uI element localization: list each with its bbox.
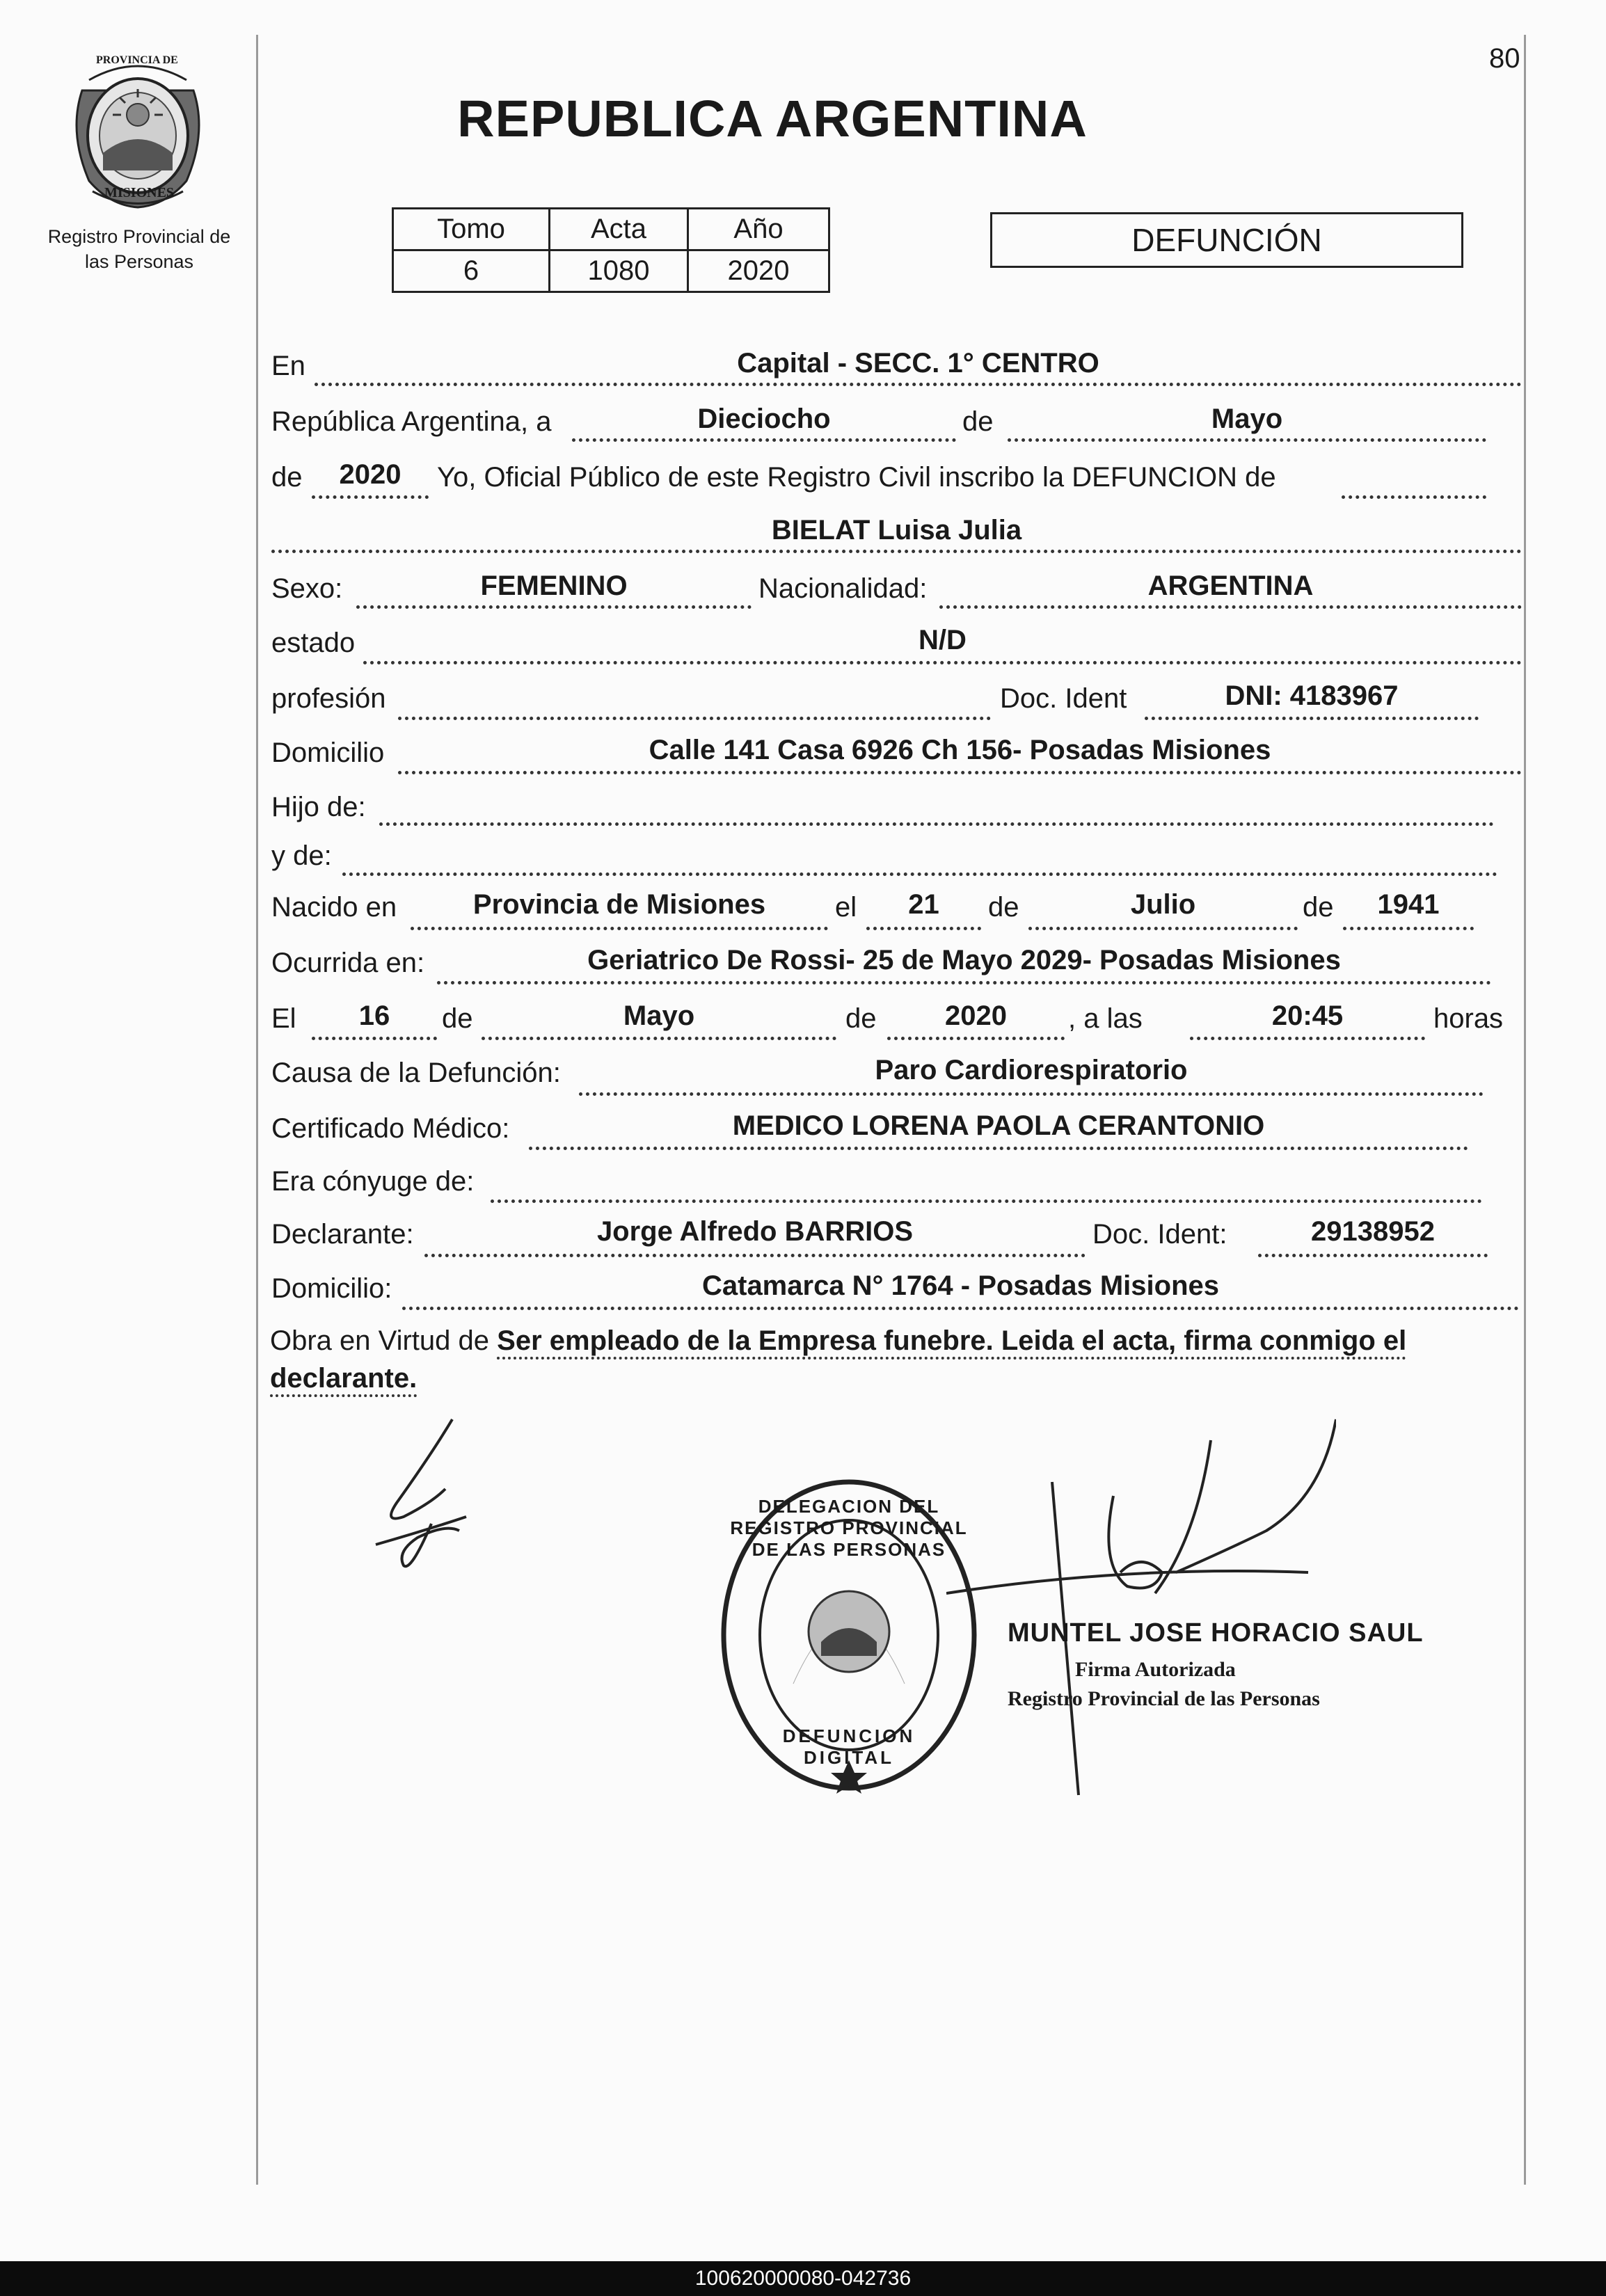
label-hijo-de: Hijo de: bbox=[271, 792, 366, 822]
obra-paragraph bbox=[270, 1322, 1516, 1397]
dotted-line bbox=[315, 383, 1522, 386]
dotted-line bbox=[379, 822, 1494, 826]
value-declarante-doc: 29138952 bbox=[1311, 1216, 1435, 1247]
dotted-line bbox=[529, 1147, 1468, 1150]
signatory-org: Registro Provincial de las Personas bbox=[1008, 1687, 1320, 1710]
header-acta: Acta bbox=[550, 209, 688, 250]
dotted-line bbox=[356, 605, 752, 609]
dotted-line bbox=[482, 1037, 836, 1040]
dotted-line bbox=[342, 872, 1497, 876]
record-table-value-row bbox=[393, 250, 829, 292]
issuer-label bbox=[28, 224, 251, 274]
label-doc-ident-2: Doc. Ident: bbox=[1092, 1219, 1227, 1250]
label-el: el bbox=[835, 892, 857, 923]
record-type-box: DEFUNCIÓN bbox=[990, 212, 1463, 268]
value-nac-anio: 1941 bbox=[1377, 889, 1440, 920]
value-acta: 1080 bbox=[550, 250, 688, 292]
value-mes: Mayo bbox=[1211, 404, 1283, 434]
dotted-line bbox=[312, 1037, 437, 1040]
dotted-line bbox=[402, 1307, 1519, 1310]
dotted-line bbox=[437, 981, 1491, 984]
stamp-ring-text: DELEGACION DEL REGISTRO PROVINCIAL DE LAS PERSONAS bbox=[730, 1496, 968, 1560]
dotted-line bbox=[1028, 927, 1298, 930]
issuer-line-1: Registro Provincial de bbox=[47, 226, 231, 247]
label-obra: Obra en Virtud de bbox=[270, 1325, 490, 1356]
dotted-line bbox=[424, 1254, 1086, 1257]
label-sexo: Sexo: bbox=[271, 573, 343, 604]
label-de: de bbox=[845, 1003, 877, 1034]
dotted-line bbox=[411, 927, 828, 930]
official-signature bbox=[946, 1412, 1336, 1802]
label-republica: República Argentina, a bbox=[271, 406, 552, 437]
declarant-signature bbox=[355, 1412, 494, 1593]
value-declarante: Jorge Alfredo BARRIOS bbox=[596, 1216, 914, 1247]
dotted-line bbox=[491, 1199, 1482, 1203]
label-nacido-en: Nacido en bbox=[271, 892, 397, 923]
left-margin-rule bbox=[256, 35, 258, 2185]
footer-code: 100620000080-042736 bbox=[0, 2261, 1606, 2296]
value-domicilio-2: Catamarca N° 1764 - Posadas Misiones bbox=[701, 1270, 1219, 1301]
dotted-line bbox=[398, 717, 991, 720]
value-def-anio: 2020 bbox=[945, 1000, 1007, 1031]
value-sexo: FEMENINO bbox=[480, 571, 628, 601]
value-lugar: Capital - SECC. 1° CENTRO bbox=[737, 348, 1099, 378]
dotted-line bbox=[1343, 927, 1474, 930]
value-ocurrida-en: Geriatrico De Rossi- 25 de Mayo 2029- Posadas Misiones bbox=[587, 945, 1341, 975]
signatory-role: Firma Autorizada bbox=[1075, 1658, 1236, 1681]
value-def-mes: Mayo bbox=[623, 1000, 695, 1031]
label-causa: Causa de la Defunción: bbox=[271, 1058, 561, 1088]
value-nac-mes: Julio bbox=[1130, 889, 1196, 920]
label-nacionalidad: Nacionalidad: bbox=[758, 573, 928, 604]
value-doc-ident: DNI: 4183967 bbox=[1225, 680, 1399, 711]
label-horas: horas bbox=[1433, 1003, 1504, 1034]
label-el-cap: El bbox=[271, 1003, 296, 1034]
label-y-de: y de: bbox=[271, 840, 332, 871]
value-certificado: MEDICO LORENA PAOLA CERANTONIO bbox=[732, 1110, 1265, 1141]
label-conyuge: Era cónyuge de: bbox=[271, 1166, 475, 1197]
page-title: REPUBLICA ARGENTINA bbox=[457, 90, 1088, 148]
value-causa: Paro Cardiorespiratorio bbox=[875, 1055, 1188, 1085]
header-tomo: Tomo bbox=[393, 209, 550, 250]
label-de: de bbox=[442, 1003, 473, 1034]
value-dia-texto: Dieciocho bbox=[697, 404, 831, 434]
label-de: de bbox=[962, 406, 994, 437]
right-margin-rule bbox=[1524, 35, 1526, 2185]
dotted-line bbox=[866, 927, 981, 930]
stamp-inner-text: DEFUNCION DIGITAL bbox=[782, 1725, 916, 1768]
value-difunto: BIELAT Luisa Julia bbox=[771, 515, 1022, 545]
value-nacido-en: Provincia de Misiones bbox=[472, 889, 766, 920]
issuer-line-2: las Personas bbox=[84, 251, 194, 272]
record-table bbox=[392, 207, 830, 293]
value-nacionalidad: ARGENTINA bbox=[1147, 571, 1314, 601]
label-profesion: profesión bbox=[271, 683, 386, 714]
dotted-line bbox=[1190, 1037, 1425, 1040]
label-de: de bbox=[988, 892, 1019, 923]
emblem-text-bottom: MISIONES bbox=[104, 185, 175, 200]
dotted-line bbox=[887, 1037, 1065, 1040]
dotted-line bbox=[312, 495, 429, 499]
dotted-line bbox=[271, 550, 1522, 553]
label-estado: estado bbox=[271, 628, 356, 658]
label-domicilio-2: Domicilio: bbox=[271, 1273, 392, 1304]
value-anio: 2020 bbox=[688, 250, 829, 292]
dotted-line bbox=[939, 605, 1522, 609]
value-domicilio: Calle 141 Casa 6926 Ch 156- Posadas Misiones bbox=[649, 735, 1271, 765]
label-yo-oficial: Yo, Oficial Público de este Registro Civil inscribo la DEFUNCION de bbox=[437, 462, 1276, 493]
label-domicilio: Domicilio bbox=[271, 738, 385, 768]
value-nac-dia: 21 bbox=[908, 889, 939, 920]
province-emblem bbox=[61, 49, 214, 209]
dotted-line bbox=[363, 661, 1522, 664]
label-de: de bbox=[1303, 892, 1334, 923]
dotted-line bbox=[572, 438, 956, 442]
signatory-name: MUNTEL JOSE HORACIO SAUL bbox=[1008, 1618, 1424, 1648]
value-def-dia: 16 bbox=[358, 1000, 390, 1031]
record-table-header-row bbox=[393, 209, 829, 250]
label-certificado: Certificado Médico: bbox=[271, 1113, 510, 1144]
value-estado: N/D bbox=[919, 625, 967, 655]
dotted-line bbox=[1342, 495, 1486, 499]
value-obra: Ser empleado de la Empresa funebre. Leida el acta, firma conmigo el declarante. bbox=[270, 1325, 1407, 1394]
dotted-line bbox=[1258, 1254, 1488, 1257]
header-anio: Año bbox=[688, 209, 829, 250]
label-a-las: , a las bbox=[1068, 1003, 1143, 1034]
dotted-line bbox=[579, 1092, 1484, 1096]
dotted-line bbox=[1008, 438, 1486, 442]
value-tomo: 6 bbox=[393, 250, 550, 292]
emblem-text-top: PROVINCIA DE bbox=[96, 54, 178, 66]
label-ocurrida-en: Ocurrida en: bbox=[271, 948, 425, 978]
value-def-hora: 20:45 bbox=[1271, 1000, 1344, 1031]
value-anio: 2020 bbox=[339, 459, 402, 490]
label-de: de bbox=[271, 462, 303, 493]
dotted-line bbox=[1145, 717, 1479, 720]
label-en: En bbox=[271, 351, 305, 381]
label-declarante: Declarante: bbox=[271, 1219, 414, 1250]
dotted-line bbox=[398, 771, 1522, 774]
label-doc-ident: Doc. Ident bbox=[1000, 683, 1127, 714]
page-number: 80 bbox=[1489, 43, 1520, 74]
